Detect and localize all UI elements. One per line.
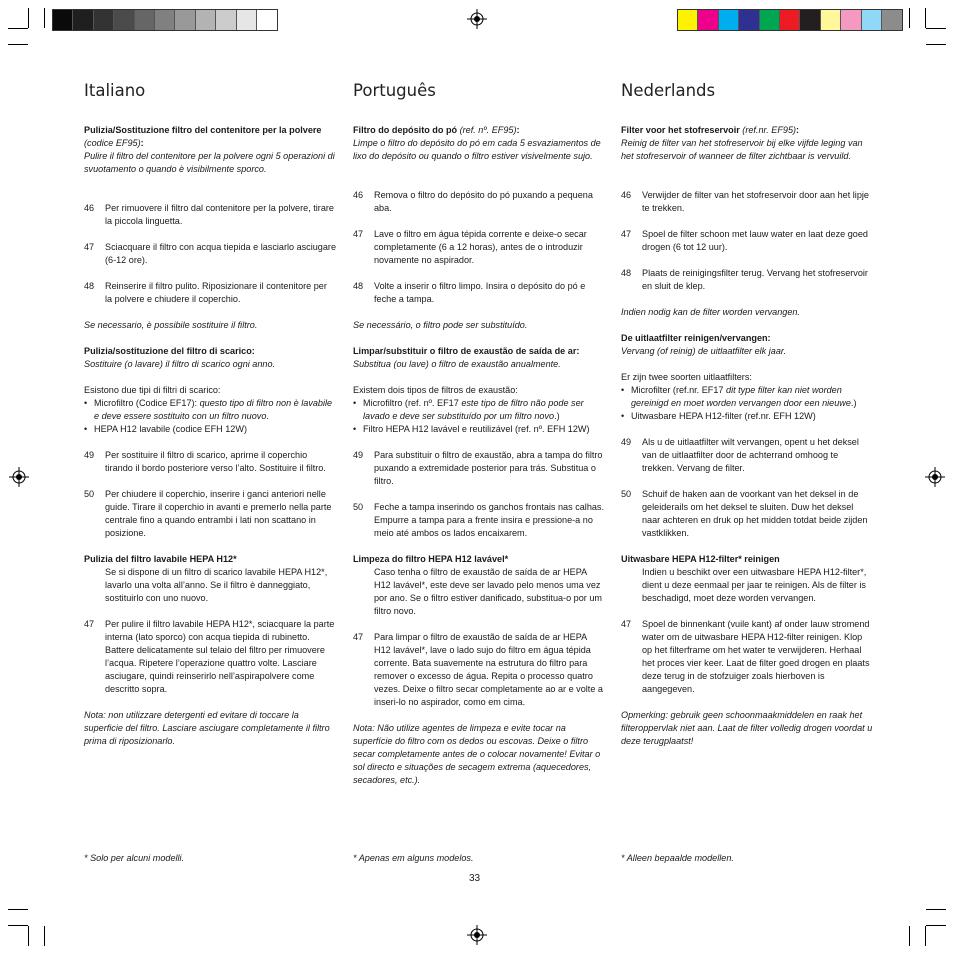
gray-swatch — [73, 10, 93, 30]
registration-mark-right — [925, 467, 945, 487]
hepa-section: Uitwasbare HEPA H12-filter* reinigen Indien u beschikt over een uitwasbare HEPA H12-filter*, dient u deze eenmaal per jaar te reinigen. Als de filter is beschadigd, moet deze worden vervangen. — [621, 554, 867, 603]
step-46: 46 Per rimuovere il filtro dal contenitore per la polvere, tirare la piccola linguetta. — [84, 203, 334, 226]
page-number: 33 — [469, 873, 481, 884]
note-replace: Indien nodig kan de filter worden vervangen. — [621, 307, 800, 317]
process-color-bar — [677, 9, 903, 31]
column-title: Português — [353, 81, 436, 100]
note-cleaning: Nota: non utilizzare detergenti ed evitare di toccare la superficie del filtro. Lasciare asciugare completamente il filtro prima di riposizionarlo. — [84, 710, 330, 746]
gray-swatch — [155, 10, 175, 30]
note-cleaning: Nota: Não utilize agentes de limpeza e evite tocar na superfície do filtro com os dedos ou escovas. Deixe o filtro secar completamente antes de o colocar novamente! Evitar o sol directo e situações de secagem extrema (aquecedores, secadores, etc.). — [353, 723, 601, 785]
column-title: Nederlands — [621, 81, 716, 100]
footnote-nl: * Alleen bepaalde modellen. — [621, 853, 734, 863]
grayscale-color-bar — [52, 9, 278, 31]
step-47: 47 Spoel de filter schoon met lauw water en laat deze goed drogen (6 tot 12 uur). — [621, 229, 868, 252]
exhaust-section-header: De uitlaatfilter reinigen/vervangen: Vervang (of reinig) de uitlaatfilter elk jaar. — [621, 333, 787, 356]
step-47-hepa: 47 Per pulire il filtro lavabile HEPA H12*, sciacquare la parte interna (lato sporco) con acqua tiepida di rubinetto. Battere delicatamente sul telaio del filtro per rimuovere l’acqua. Ripetere l’operazione quattro volte. Lasciare asciugare, quindi reinserirlo nell’aspirapolvere come descritto sopra. — [84, 619, 335, 694]
filter-types: Esistono due tipi di filtri di scarico: • Microfiltro (Codice EF17): questo tipo di filtro non è lavabile e deve essere sostituito con un filtro nuovo. • HEPA H12 lavabile (codice EFH 12W) — [84, 385, 333, 434]
footnote-pt: * Apenas em alguns modelos. — [353, 853, 474, 863]
process-color-swatch — [719, 10, 739, 30]
filter-types: Er zijn twee soorten uitlaatfilters: • Microfilter (ref.nr. EF17 dit type filter kan niet worden gereinigd en moet worden vervangen door een nieuwe.) • Uitwasbare HEPA H12-filter (ref.nr. EFH 12W) — [621, 372, 857, 421]
column-nederlands — [621, 80, 873, 761]
gray-swatch — [237, 10, 257, 30]
step-47: 47 Sciacquare il filtro con acqua tiepida e lasciarlo asciugare (6-12 ore). — [84, 242, 337, 265]
step-50: 50 Schuif de haken aan de voorkant van het deksel in de geleiderails om het deksel te sluiten. Duw het deksel naar achteren en druk op het midden totdat beide zijden vastklikken. — [621, 489, 868, 538]
gray-swatch — [135, 10, 155, 30]
column-title: Italiano — [84, 81, 146, 100]
gray-swatch — [53, 10, 73, 30]
step-46: 46 Verwijder de filter van het stofreservoir door aan het lipje te trekken. — [621, 190, 869, 213]
process-color-swatch — [760, 10, 780, 30]
process-color-swatch — [800, 10, 820, 30]
footnote-it: * Solo per alcuni modelli. — [84, 853, 185, 863]
exhaust-section-header: Pulizia/sostituzione del filtro di scarico: Sostituire (o lavare) il filtro di scarico ogni anno. — [84, 346, 276, 369]
process-color-swatch — [821, 10, 841, 30]
process-color-swatch — [780, 10, 800, 30]
process-color-swatch — [698, 10, 718, 30]
gray-swatch — [216, 10, 236, 30]
note-replace: Se necessario, è possibile sostituire il filtro. — [84, 320, 258, 330]
filter-section-header: Pulizia/Sostituzione filtro del contenitore per la polvere (codice EF95): Pulire il filtro del contenitore per la polvere ogni 5 operazioni di svuotamento o quando è visibilmente sporco. — [84, 125, 335, 174]
step-48: 48 Volte a inserir o filtro limpo. Insira o depósito do pó e feche a tampa. — [353, 281, 586, 304]
step-49: 49 Para substituir o filtro de exaustão, abra a tampa do filtro puxando a extremidade posterior para trás. Substitua o filtro. — [353, 450, 603, 486]
step-47-hepa: 47 Spoel de binnenkant (vuile kant) af onder lauw stromend water om de uitwasbare HEPA H12-filter reinigen. Klop op het filterframe om het water te verwijderen. Herhaal het proces vier keer. Laat de filter goed drogen en plaats deze terug in de stofzuiger zoals hierboven is aangegeven. — [621, 619, 870, 694]
step-49: 49 Per sostituire il filtro di scarico, aprirne il coperchio tirando il bordo posteriore verso l’alto. Sostituire il filtro. — [84, 450, 326, 473]
step-48: 48 Reinserire il filtro pulito. Riposizionare il contenitore per la polvere e chiudere il coperchio. — [84, 281, 327, 304]
registration-mark-left — [9, 467, 29, 487]
gray-swatch — [94, 10, 114, 30]
filter-section-header: Filtro do depósito do pó (ref. nº. EF95): Limpe o filtro do depósito do pó em cada 5 esvaziamentos de lixo do depósito ou quando o filtro estiver visivelmente sujo. — [353, 125, 601, 161]
hepa-section: Limpeza do filtro HEPA H12 lavável* Caso tenha o filtro de exaustão de saída de ar HEPA H12 lavável*, este deve ser lavado pelo menos uma vez por ano. Se o filtro estiver danificado, substitua-o por um filtro novo. — [353, 554, 602, 616]
process-color-swatch — [862, 10, 882, 30]
step-50: 50 Per chiudere il coperchio, inserire i ganci anteriori nelle guide. Tirare il coperchio in avanti e premerlo nella parte centrale fino a quando entrambi i lati non scattano in posizione. — [84, 489, 332, 538]
exhaust-section-header: Limpar/substituir o filtro de exaustão de saída de ar: Substitua (ou lave) o filtro de exaustão anualmente. — [353, 346, 580, 369]
process-color-swatch — [678, 10, 698, 30]
step-48: 48 Plaats de reinigingsfilter terug. Vervang het stofreservoir en sluit de klep. — [621, 268, 868, 291]
gray-swatch — [175, 10, 195, 30]
step-46: 46 Remova o filtro do depósito do pó puxando a pequena aba. — [353, 190, 593, 213]
process-color-swatch — [739, 10, 759, 30]
step-47-hepa: 47 Para limpar o filtro de exaustão de saída de ar HEPA H12 lavável*, lave o lado sujo do filtro em água tépida corrente. Bata suavemente na estrutura do filtro para remover o excesso de água. Repita o processo quatro vezes. Deixe o filtro secar completamente ao ar e volte a inseri-lo no aspirador, como em cima. — [353, 632, 603, 707]
note-replace: Se necessário, o filtro pode ser substituído. — [353, 320, 528, 330]
filter-types: Existem dois tipos de filtros de exaustão: • Microfiltro (ref. nº. EF17 este tipo de filtro não pode ser lavado e deve ser substituído por um filtro novo.) • Filtro HEPA H12 lavável e reutilizável (ref. nº. EFH 12W) — [353, 385, 590, 434]
column-italiano — [84, 80, 336, 761]
registration-mark-bottom — [467, 925, 487, 945]
registration-mark-top — [467, 9, 487, 29]
process-color-swatch — [841, 10, 861, 30]
hepa-section: Pulizia del filtro lavabile HEPA H12* Se si dispone di un filtro di scarico lavabile HEPA H12*, lavarlo una volta all’anno. Se il filtro è danneggiato, sostituirlo con uno nuovo. — [84, 554, 328, 603]
note-cleaning: Opmerking: gebruik geen schoonmaakmiddelen en raak het filteroppervlak niet aan. Laat de filter volledig drogen voordat u deze terugplaatst! — [621, 710, 873, 746]
gray-swatch — [114, 10, 134, 30]
column-portugues — [353, 80, 605, 800]
gray-swatch — [257, 10, 277, 30]
filter-section-header: Filter voor het stofreservoir (ref.nr. EF95): Reinig de filter van het stofreservoir bij elke vijfde leging van het stofreservoir of wanneer de filter zichtbaar is vervuild. — [621, 125, 863, 161]
gray-swatch — [196, 10, 216, 30]
step-50: 50 Feche a tampa inserindo os ganchos frontais nas calhas. Empurre a tampa para a frente insira e pressione-a no meio até ambos os lados encaixarem. — [353, 502, 605, 538]
step-47: 47 Lave o filtro em água tépida corrente e deixe-o secar completamente (6 a 12 horas), antes de o introduzir novamente no aspirador. — [353, 229, 587, 265]
process-color-swatch — [882, 10, 902, 30]
step-49: 49 Als u de uitlaatfilter wilt vervangen, opent u het deksel van de uitlaatfilter door de achterrand omhoog te trekken. Vervang de filter. — [621, 437, 859, 473]
